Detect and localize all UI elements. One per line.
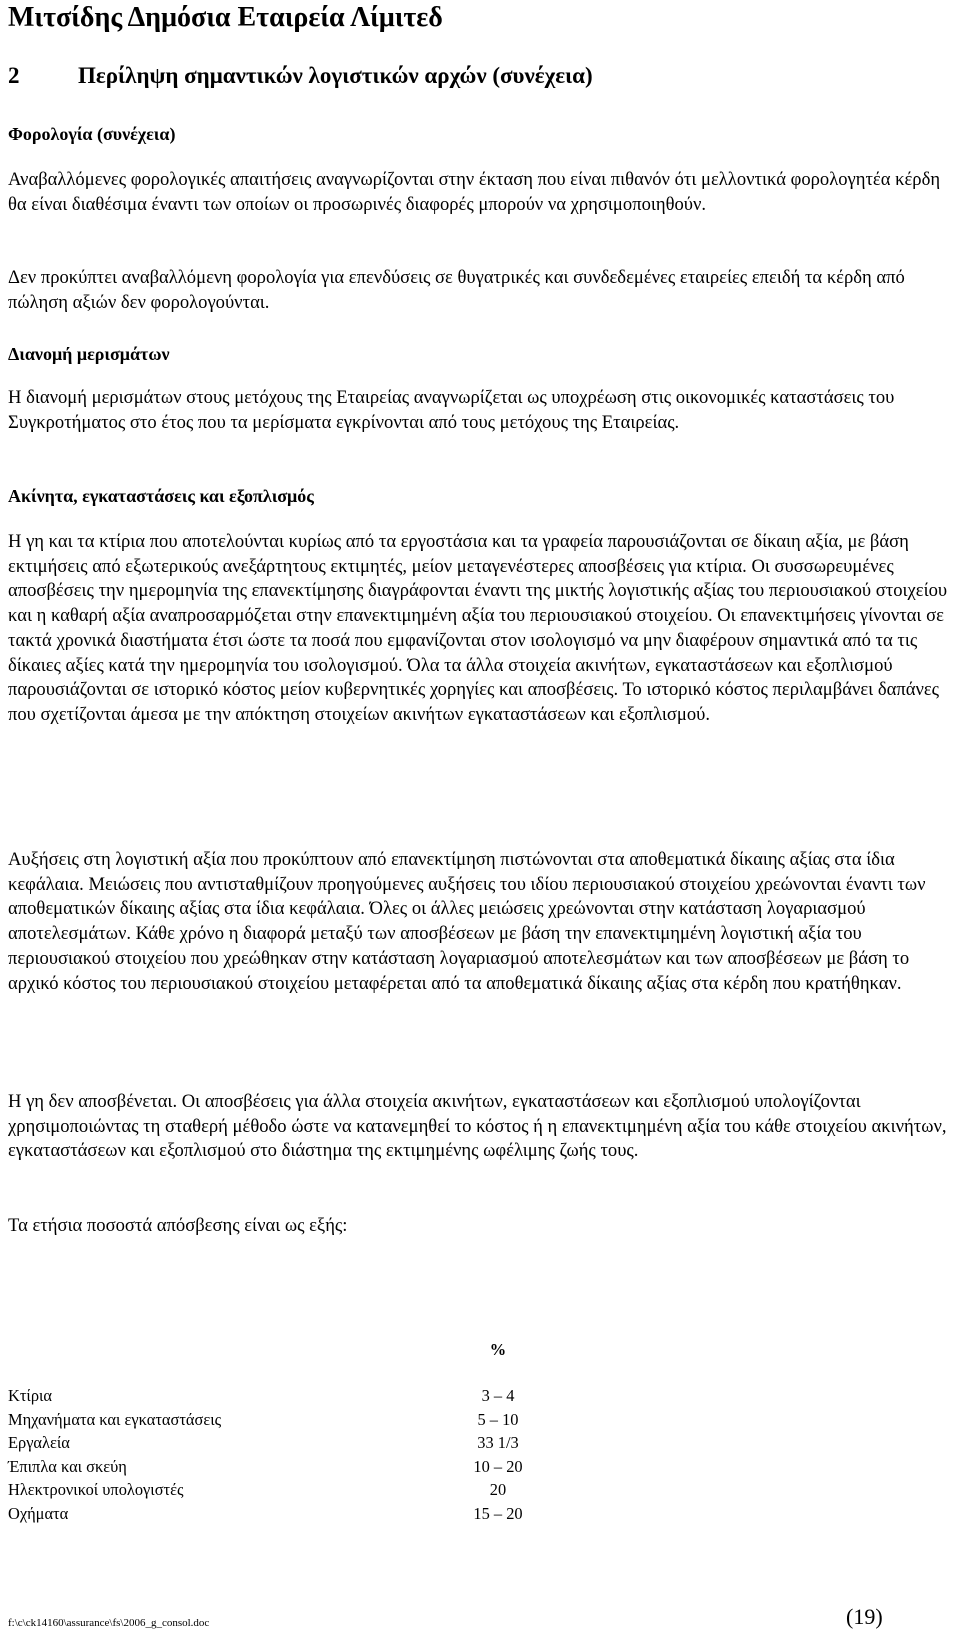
table-row (8, 1502, 558, 1526)
note-heading (8, 62, 593, 90)
rate-value: 20 (489, 1480, 507, 1499)
paragraph-tax-1: Αναβαλλόμενες φορολογικές απαιτήσεις αναγνωρίζονται στην έκταση που είναι πιθανόν ότι μελλοντικά φορολογητέα κέρδη θα είναι διαθέσιμα έναντι των οποίων οι προσωρινές διαφορές μπορούν να χρησιμοποιηθούν. (8, 169, 941, 215)
depreciation-rates-table (8, 1334, 558, 1525)
note-number: 2 (8, 63, 20, 88)
section-heading-dividends: Διανομή μερισμάτων (8, 344, 170, 364)
asset-label: Εργαλεία (8, 1433, 70, 1452)
section-heading-ppe: Ακίνητα, εγκαταστάσεις και εξοπλισμός (8, 486, 314, 506)
percent-header: % (489, 1340, 507, 1360)
rate-value: 3 – 4 (481, 1386, 515, 1405)
asset-label: Οχήματα (8, 1503, 69, 1523)
section-heading-tax: Φορολογία (συνέχεια) (8, 124, 176, 144)
paragraph-tax-2: Δεν προκύπτει αναβαλλόμενη φορολογία για επενδύσεις σε θυγατρικές και συνδεδεμένες εταιρείες επειδή τα κέρδη από πώληση αξιών δεν φορολογούνται. (8, 267, 905, 313)
paragraph-dividends-1: Η διανομή μερισμάτων στους μετόχους της Εταιρείας αναγνωρίζεται ως υποχρέωση στις οικονομικές καταστάσεις του Συγκροτήματος στο έτος που τα μερίσματα εγκρίνονται από τους μετόχους της Εταιρείας. (8, 387, 895, 433)
asset-label: Ηλεκτρονικοί υπολογιστές (8, 1480, 184, 1499)
footer-file-path: f:\c\ck14160\assurance\fs\2006_g_consol.doc (8, 1617, 210, 1629)
asset-label: Κτίρια (8, 1386, 53, 1405)
paragraph-ppe-1: Η γη και τα κτίρια που αποτελούνται κυρίως από τα εργοστάσια και τα γραφεία παρουσιάζονται σε δίκαιη αξία, με βάση εκτιμήσεις από εξωτερικούς ανεξάρτητους εκτιμητές, μείον μεταγενέστερες αποσβέσεις για κτίρια. Οι συσσωρευμένες αποσβέσεις την ημερομηνία της επανεκτίμησης διαγράφονται έναντι της μικτής λογιστικής αξίας του περιουσιακού στοιχείου και η καθαρή αξία αναπροσαρμόζεται στην επανεκτιμημένη αξία του περιουσιακού στοιχείου. Οι επανεκτιμήσεις γίνονται σε τακτά χρονικά διαστήματα έτσι ώστε τα ποσά που εμφανίζονται στον ισολογισμό να μην διαφέρουν σημαντικά από τα τις δίκαιες αξίες κατά την ημερομηνία του ισολογισμού. Όλα τα άλλα στοιχεία ακινήτων, εγκαταστάσεων και εξοπλισμού παρουσιάζονται σε ιστορικό κόστος μείον κυβερνητικές χορηγίες και αποσβέσεις. Το ιστορικό κόστος περιλαμβάνει δαπάνες που σχετίζονται άμεσα με την απόκτηση στοιχείων ακινήτων εγκαταστάσεων και εξοπλισμού. (8, 531, 948, 725)
table-header-row (8, 1334, 558, 1366)
table-row (8, 1408, 558, 1432)
paragraph-ppe-4: Τα ετήσια ποσοστά απόσβεσης είναι ως εξής: (8, 1215, 348, 1236)
company-name: Μιτσίδης Δημόσια Εταιρεία Λίμιτεδ (8, 2, 443, 33)
asset-label: Έπιπλα και σκεύη (8, 1456, 127, 1476)
table-row (8, 1478, 558, 1502)
rate-value: 15 – 20 (473, 1503, 523, 1523)
table-row (8, 1431, 558, 1455)
rate-value: 5 – 10 (477, 1409, 519, 1429)
table-row (8, 1455, 558, 1479)
document-page (8, 0, 954, 1636)
rate-value: 10 – 20 (473, 1456, 523, 1476)
table-row (8, 1384, 558, 1408)
paragraph-ppe-2: Αυξήσεις στη λογιστική αξία που προκύπτουν από επανεκτίμηση πιστώνονται στα αποθεματικά δίκαιης αξίας στα ίδια κεφάλαια. Μειώσεις που αντισταθμίζουν προηγούμενες αυξήσεις του ιδίου περιουσιακού στοιχείου χρεώνονται έναντι των αποθεματικών δίκαιης αξίας στα ίδια κεφάλαια. Όλες οι άλλες μειώσεις χρεώνονται στην κατάσταση λογαριασμού αποτελεσμάτων. Κάθε χρόνο η διαφορά μεταξύ των αποσβέσεων με βάση την επανεκτιμημένη λογιστική αξία του περιουσιακού στοιχείου που χρεώθηκαν στην κατάσταση λογαριασμού αποτελεσμάτων και των αποσβέσεων με βάση το αρχικό κόστος του περιουσιακού στοιχείου μεταφέρεται από τα αποθεματικά δίκαιης αξίας στα κέρδη που κρατήθηκαν. (8, 849, 926, 994)
asset-label: Μηχανήματα και εγκαταστάσεις (8, 1409, 222, 1429)
page-number: (19) (846, 1604, 883, 1629)
rate-value: 33 1/3 (477, 1433, 519, 1452)
note-title: Περίληψη σημαντικών λογιστικών αρχών (συνέχεια) (78, 63, 593, 88)
paragraph-ppe-3: Η γη δεν αποσβένεται. Οι αποσβέσεις για άλλα στοιχεία ακινήτων, εγκαταστάσεων και εξοπλισμού υπολογίζονται χρησιμοποιώντας τη σταθερή μέθοδο ώστε να κατανεμηθεί το κόστος ή η επανεκτιμημένη αξία του κάθε στοιχείου ακινήτων, εγκαταστάσεων και εξοπλισμού στο διάστημα της εκτιμημένης ωφέλιμης ζωής τους. (8, 1091, 947, 1162)
